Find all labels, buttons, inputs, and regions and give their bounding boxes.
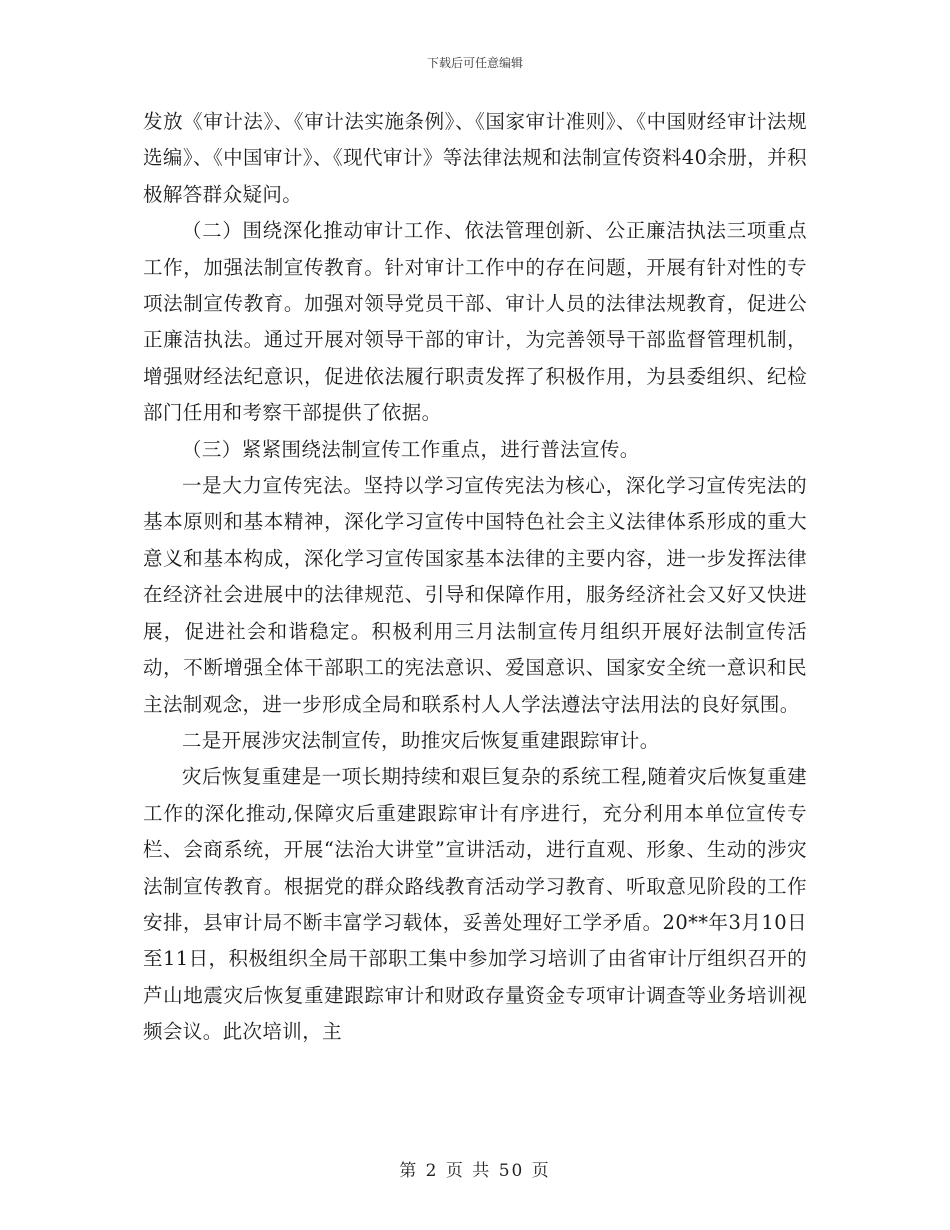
- page-number-footer: 第 2 页 共 50 页: [399, 1161, 551, 1181]
- paragraph-2: （二）围绕深化推动审计工作、依法管理创新、公正廉洁执法三项重点工作，加强法制宣传教育。针对审计工作中的存在问题，开展有针对性的专项法制宣传教育。加强对领导党员干部、审计人员的法律法规教育，促进公正廉洁执法。通过开展对领导干部的审计，为完善领导干部监督管理机制，增强财经法纪意识，促进依法履行职责发挥了积极作用，为县委组织、纪检部门任用和考察干部提供了依据。: [143, 219, 807, 425]
- document-body: [143, 104, 807, 1051]
- paragraph-3: （三）紧紧围绕法制宣传工作重点，进行普法宣传。: [182, 437, 640, 461]
- paragraph-1: 发放《审计法》、《审计法实施条例》、《国家审计准则》、《中国财经审计法规选编》、《中国审计》、《现代审计》等法律法规和法制宣传资料40余册，并积极解答群众疑问。: [143, 110, 807, 206]
- paragraph-5: 二是开展涉灾法制宣传，助推灾后恢复重建跟踪审计。: [182, 728, 660, 752]
- paragraph-6: 灾后恢复重建是一项长期持续和艰巨复杂的系统工程,随着灾后恢复重建工作的深化推动,保障灾后重建跟踪审计有序进行，充分利用本单位宣传专栏、会商系统，开展“法治大讲堂”宣讲活动，进行直观、形象、生动的涉灾法制宣传教育。根据党的群众路线教育活动学习教育、听取意见阶段的工作安排，县审计局不断丰富学习载体，妥善处理好工学矛盾。20**年3月10日至11日，积极组织全局干部职工集中参加学习培训了由省审计厅组织召开的芦山地震灾后恢复重建跟踪审计和财政存量资金专项审计调查等业务培训视频会议。此次培训，主: [143, 765, 807, 1044]
- paragraph-4: 一是大力宣传宪法。坚持以学习宣传宪法为核心，深化学习宣传宪法的基本原则和基本精神，深化学习宣传中国特色社会主义法律体系形成的重大意义和基本构成，深化学习宣传国家基本法律的主要内容，进一步发挥法律在经济社会进展中的法律规范、引导和保障作用，服务经济社会又好又快进展，促进社会和谐稳定。积极利用三月法制宣传月组织开展好法制宣传活动，不断增强全体干部职工的宪法意识、爱国意识、国家安全统一意识和民主法制观念，进一步形成全局和联系村人人学法遵法守法用法的良好氛围。: [143, 474, 807, 716]
- page-header: 下载后可任意编辑: [426, 56, 523, 70]
